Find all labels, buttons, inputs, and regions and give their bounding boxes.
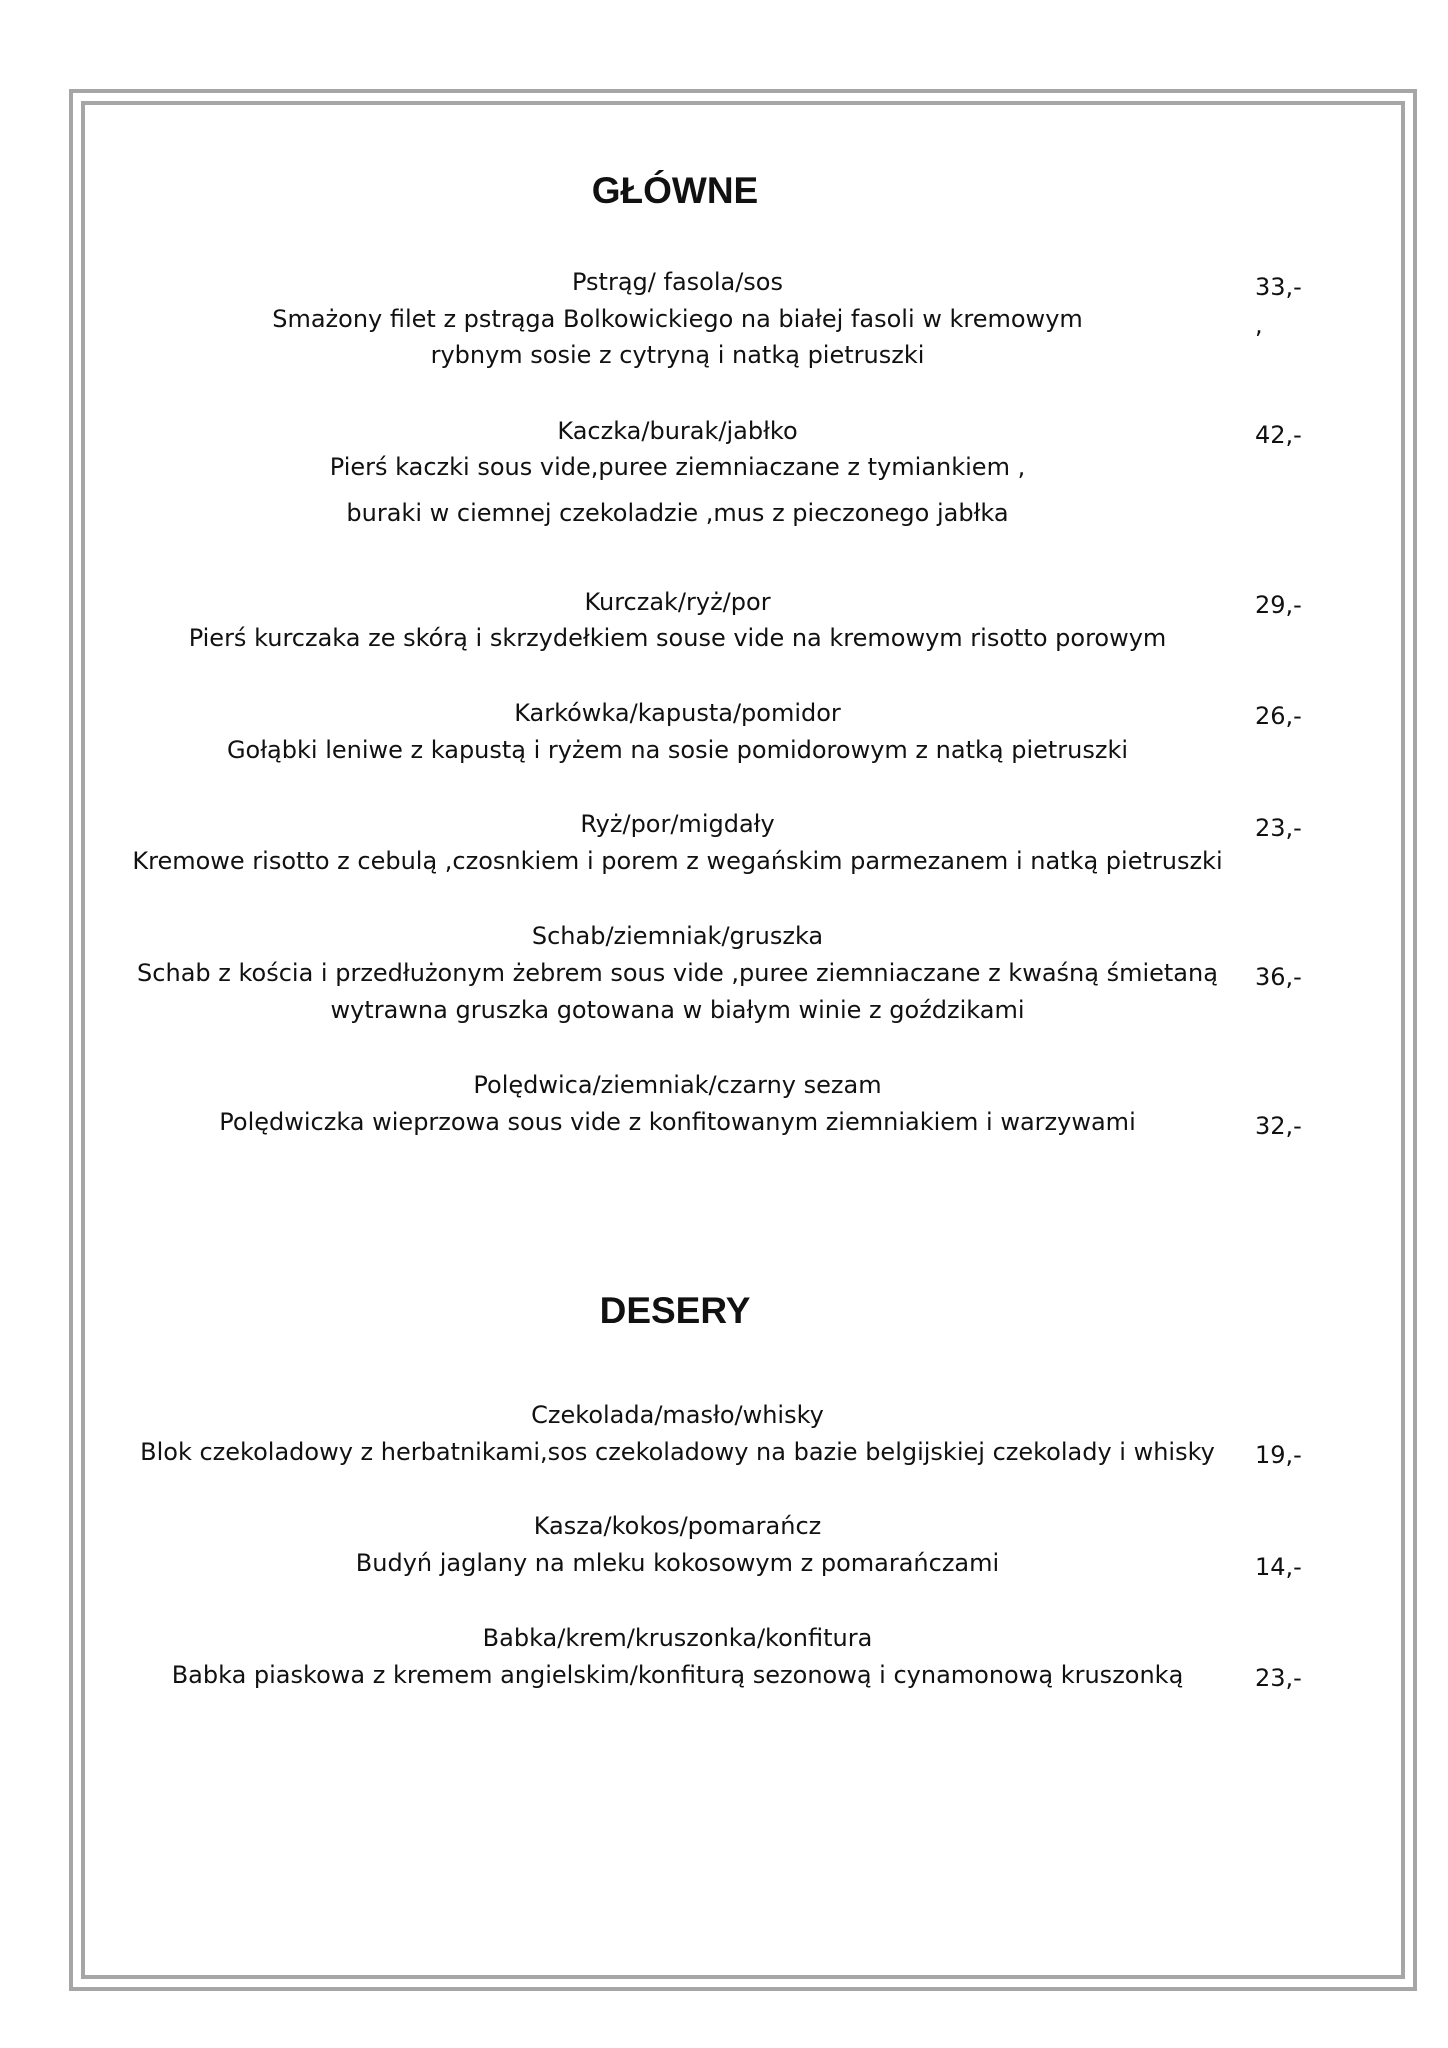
item-description: Pierś kaczki sous vide,puree ziemniaczane z tymiankiem , bbox=[329, 453, 1026, 481]
item-name: Polędwica/ziemniak/czarny sezam bbox=[473, 1071, 882, 1099]
item-name: Schab/ziemniak/gruszka bbox=[531, 922, 824, 950]
item-price: 32,- bbox=[1255, 1112, 1302, 1140]
item-description: Gołąbki leniwe z kapustą i ryżem na sosie pomidorowym z natką pietruszki bbox=[226, 736, 1129, 764]
section-heading-main: GŁÓWNE bbox=[591, 170, 759, 211]
item-price: 23,- bbox=[1255, 814, 1302, 842]
item-description: Pierś kurczaka ze skórą i skrzydełkiem souse vide na kremowym risotto porowym bbox=[188, 624, 1167, 652]
item-description: Kremowe risotto z cebulą ,czosnkiem i porem z wegańskim parmezanem i natką pietruszki bbox=[132, 847, 1223, 875]
item-price-extra: , bbox=[1255, 311, 1263, 339]
item-description: Babka piaskowa z kremem angielskim/konfiturą sezonową i cynamonową kruszonką bbox=[171, 1661, 1184, 1689]
item-price: 36,- bbox=[1255, 963, 1302, 991]
item-description: Blok czekoladowy z herbatnikami,sos czekoladowy na bazie belgijskiej czekolady i whisky bbox=[140, 1438, 1215, 1466]
item-name: Ryż/por/migdały bbox=[580, 810, 775, 838]
item-price: 29,- bbox=[1255, 591, 1302, 619]
item-name: Czekolada/masło/whisky bbox=[531, 1401, 824, 1429]
item-description: Polędwiczka wieprzowa sous vide z konfitowanym ziemniakiem i warzywami bbox=[219, 1108, 1136, 1136]
item-price: 26,- bbox=[1255, 702, 1302, 730]
menu-frame-inner bbox=[81, 101, 1405, 1979]
item-description: Smażony filet z pstrąga Bolkowickiego na białej fasoli w kremowym bbox=[272, 305, 1083, 333]
item-price: 33,- bbox=[1255, 273, 1302, 301]
item-name: Kurczak/ryż/por bbox=[584, 588, 771, 616]
item-description: wytrawna gruszka gotowana w białym winie z goździkami bbox=[330, 996, 1025, 1024]
item-price: 42,- bbox=[1255, 421, 1302, 449]
item-name: Kaczka/burak/jabłko bbox=[557, 417, 798, 445]
item-name: Babka/krem/kruszonka/konfitura bbox=[482, 1624, 873, 1652]
item-price: 23,- bbox=[1255, 1664, 1302, 1692]
item-name: Pstrąg/ fasola/sos bbox=[572, 268, 783, 296]
item-name: Karkówka/kapusta/pomidor bbox=[514, 699, 841, 727]
item-description: Schab z kościa i przedłużonym żebrem sous vide ,puree ziemniaczane z kwaśną śmietaną bbox=[137, 959, 1218, 987]
item-price: 19,- bbox=[1255, 1441, 1302, 1469]
section-heading-desserts: DESERY bbox=[599, 1290, 751, 1331]
item-name: Kasza/kokos/pomarańcz bbox=[533, 1512, 822, 1540]
item-description: rybnym sosie z cytryną i natką pietruszki bbox=[430, 341, 925, 369]
item-price: 14,- bbox=[1255, 1553, 1302, 1581]
item-description: buraki w ciemnej czekoladzie ,mus z pieczonego jabłka bbox=[346, 499, 1009, 527]
item-description: Budyń jaglany na mleku kokosowym z pomarańczami bbox=[355, 1549, 1000, 1577]
